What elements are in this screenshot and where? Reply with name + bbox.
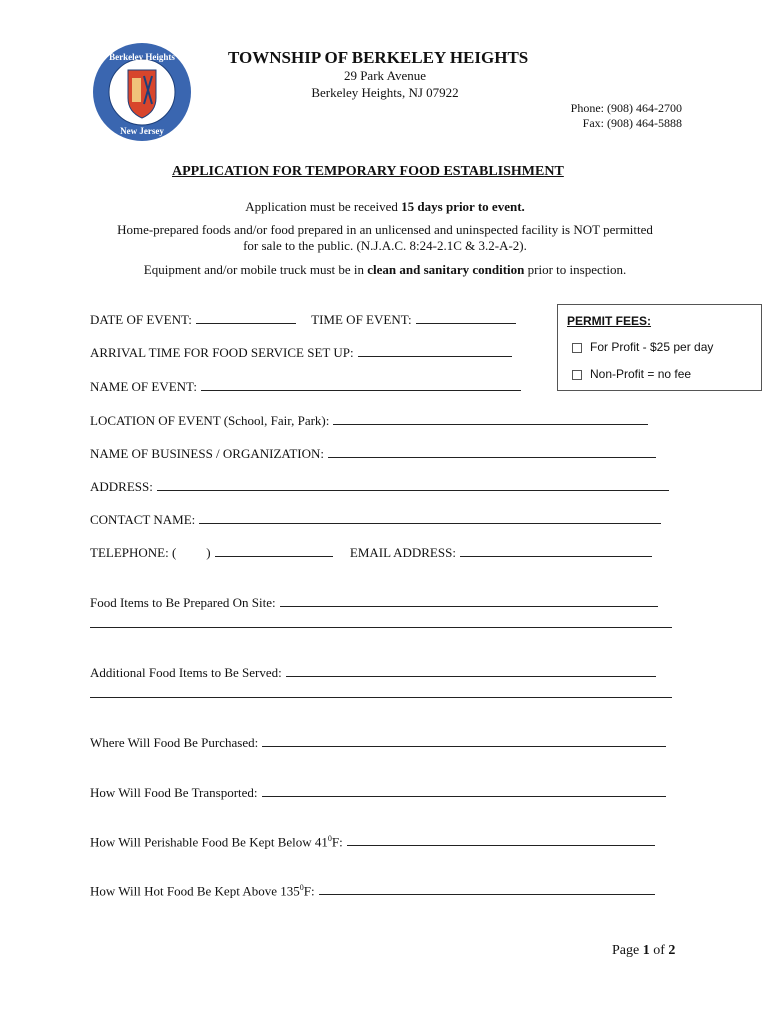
food-prepared-line[interactable] (280, 605, 658, 607)
address-line1: 29 Park Avenue (343, 68, 427, 83)
note-home-prepared-1: Home-prepared foods and/or food prepared in an unlicensed and uninspected facility is NOT permitted (117, 222, 653, 237)
permit-fees-header: PERMIT FEES: (567, 314, 652, 328)
date-of-event-label: DATE OF EVENT: (90, 312, 192, 327)
name-of-event-label: NAME OF EVENT: (90, 379, 197, 394)
contact-name-label: CONTACT NAME: (90, 512, 196, 527)
additional-food-line-2[interactable] (90, 697, 672, 698)
note-deadline: Application must be received 15 days prior to event. (245, 199, 525, 214)
location-field[interactable] (90, 413, 648, 429)
where-purchased-line[interactable] (262, 745, 666, 747)
where-purchased-label: Where Will Food Be Purchased: (90, 735, 259, 750)
non-profit-checkbox[interactable] (572, 370, 582, 380)
additional-food-field[interactable] (90, 665, 656, 681)
address-label: ADDRESS: (90, 479, 153, 494)
business-field[interactable] (90, 446, 656, 462)
address-field[interactable] (90, 479, 669, 495)
perishable-line[interactable] (347, 844, 655, 846)
telephone-line[interactable] (215, 555, 333, 557)
for-profit-checkbox[interactable] (572, 343, 582, 353)
township-title: TOWNSHIP OF BERKELEY HEIGHTS (228, 48, 529, 67)
arrival-time-label: ARRIVAL TIME FOR FOOD SERVICE SET UP: (90, 345, 354, 360)
note-home-prepared-2: for sale to the public. (N.J.A.C. 8:24-2.1C & 3.2-A-2). (243, 238, 527, 253)
additional-food-label: Additional Food Items to Be Served: (90, 665, 282, 680)
business-line[interactable] (328, 456, 656, 458)
location-label: LOCATION OF EVENT (School, Fair, Park): (90, 413, 330, 428)
arrival-time-field[interactable] (90, 345, 512, 361)
email-line[interactable] (460, 555, 652, 557)
permit-fees-box (557, 304, 762, 391)
fax-number: Fax: (908) 464-5888 (582, 116, 682, 130)
location-line[interactable] (333, 423, 648, 425)
telephone-field[interactable]: TELEPHONE: ( ) EMAIL ADDRESS: (90, 545, 652, 561)
page-number: Page 1 of 2 (612, 943, 676, 958)
telephone-label: TELEPHONE: ( (90, 545, 177, 560)
hot-food-line[interactable] (319, 893, 655, 895)
svg-text:New Jersey: New Jersey (120, 126, 164, 136)
hot-food-label: How Will Hot Food Be Kept Above 135 (90, 883, 300, 899)
contact-name-field[interactable] (90, 512, 661, 528)
note-equipment: Equipment and/or mobile truck must be in clean and sanitary condition prior to inspection. (143, 262, 627, 277)
contact-name-line[interactable] (199, 522, 661, 524)
svg-text:Berkeley Heights: Berkeley Heights (109, 52, 175, 62)
form-title: APPLICATION FOR TEMPORARY FOOD ESTABLISHMENT (172, 164, 564, 179)
time-of-event-line[interactable] (416, 322, 516, 324)
name-of-event-line[interactable] (201, 389, 521, 391)
fee-option-for-profit[interactable]: For Profit - $25 per day (572, 340, 713, 354)
phone-number: Phone: (908) 464-2700 (570, 101, 682, 115)
perishable-label: How Will Perishable Food Be Kept Below 41 (90, 834, 328, 850)
date-of-event-field[interactable] (90, 312, 516, 328)
transported-line[interactable] (262, 795, 666, 797)
fee-option-non-profit[interactable]: Non-Profit = no fee (572, 367, 691, 381)
address-line2: Berkeley Heights, NJ 07922 (311, 85, 459, 100)
business-label: NAME OF BUSINESS / ORGANIZATION: (90, 446, 325, 461)
address-line[interactable] (157, 489, 669, 491)
perishable-field[interactable]: How Will Perishable Food Be Kept Below $41^0F$: (90, 834, 655, 850)
where-purchased-field[interactable] (90, 735, 666, 751)
name-of-event-field[interactable] (90, 379, 521, 395)
email-label: EMAIL ADDRESS: (349, 545, 456, 560)
food-prepared-label: Food Items to Be Prepared On Site: (90, 595, 276, 610)
food-prepared-line-2[interactable] (90, 627, 672, 628)
arrival-time-line[interactable] (358, 355, 512, 357)
time-of-event-label: TIME OF EVENT: (311, 312, 412, 327)
date-of-event-line[interactable] (196, 322, 296, 324)
transported-field[interactable] (90, 785, 666, 801)
additional-food-line[interactable] (286, 675, 656, 677)
hot-food-field[interactable]: How Will Hot Food Be Kept Above $135^0F$: (90, 883, 655, 899)
transported-label: How Will Food Be Transported: (90, 785, 258, 800)
food-prepared-field[interactable] (90, 595, 658, 611)
